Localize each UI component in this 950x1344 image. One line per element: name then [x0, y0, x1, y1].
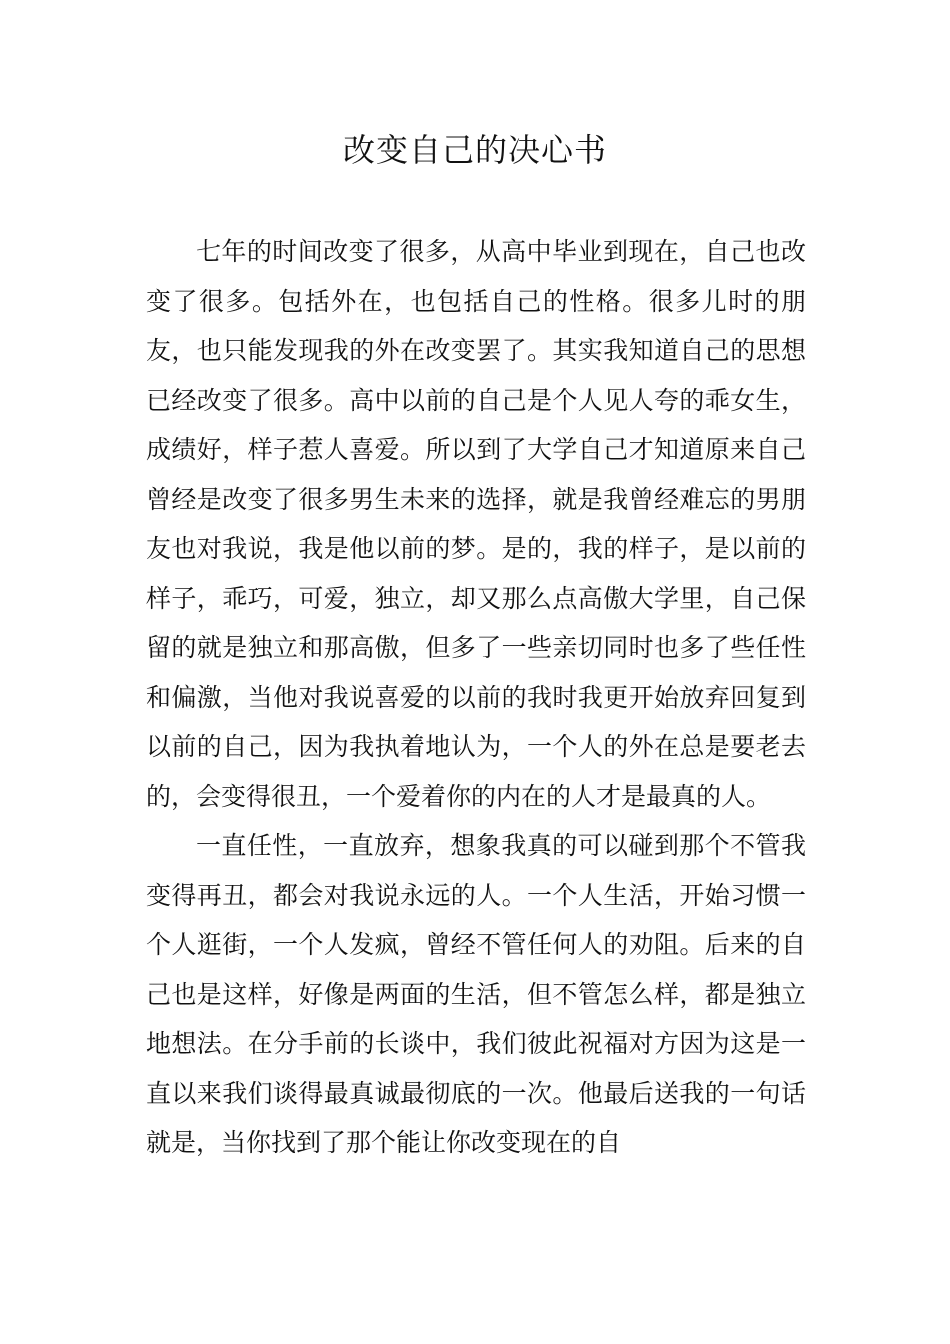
- paragraph-1: 七年的时间改变了很多，从高中毕业到现在，自己也改变了很多。包括外在，也包括自己的性格。很多儿时的朋友，也只能发现我的外在改变罢了。其实我知道自己的思想已经改变了很多。高中以前的自己是个人见人夸的乖女生，成绩好，样子惹人喜爱。所以到了大学自己才知道原来自己曾经是改变了很多男生未来的选择，就是我曾经难忘的男朋友也对我说，我是他以前的梦。是的，我的样子，是以前的样子，乖巧，可爱，独立，却又那么点高傲大学里，自己保留的就是独立和那高傲，但多了一些亲切同时也多了些任性和偏激，当他对我说喜爱的以前的我时我更开始放弃回复到以前的自己，因为我执着地认为，一个人的外在总是要老去的，会变得很丑，一个爱着你的内在的人才是最真的人。: [146, 237, 806, 811]
- document-body: [146, 227, 806, 1168]
- document-title: 改变自己的决心书: [342, 131, 607, 169]
- paragraph-2: 一直任性，一直放弃，想象我真的可以碰到那个不管我变得再丑，都会对我说永远的人。一个人生活，开始习惯一个人逛街，一个人发疯，曾经不管任何人的劝阻。后来的自己也是这样，好像是两面的生活，但不管怎么样，都是独立地想法。在分手前的长谈中，我们彼此祝福对方因为这是一直以来我们谈得最真诚最彻底的一次。他最后送我的一句话就是，当你找到了那个能让你改变现在的自: [146, 831, 806, 1157]
